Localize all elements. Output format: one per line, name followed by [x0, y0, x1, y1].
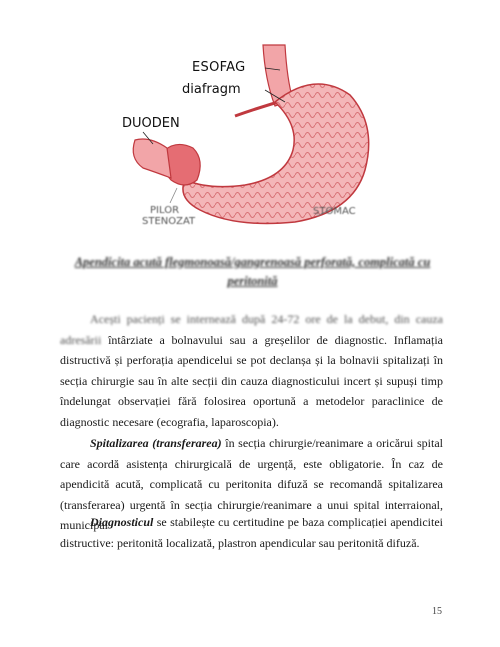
- diagnosis-lead: Diagnosticul: [90, 515, 154, 529]
- label-pilor: PILOR: [150, 205, 180, 216]
- paragraph-diagnosis: [60, 512, 443, 553]
- label-esofag: ESOFAG: [192, 60, 246, 75]
- label-duoden: DUODEN: [122, 116, 180, 131]
- duodenum-shape: [133, 139, 171, 178]
- section-heading: Apendicita acută flegmonoasă/gangrenoasă perforată, complicată cu peritonită: [74, 255, 431, 288]
- label-stomac: STOMAC: [313, 206, 356, 217]
- label-stenozat: STENOZAT: [142, 216, 196, 227]
- paragraph-admission: [60, 309, 443, 432]
- hospitalization-text: în secția chirurgie/reanimare a oricărui spital care acordă asistența chirurgicală de urgență, este obligatorie. În caz de apendicită acută, complicată cu peritonita difuză se recomandă spitalizarea (transferarea) urgentă în secția chirurgie/reanimare a unui spital interraional, municipal: [60, 436, 443, 532]
- page-number: 15: [432, 606, 442, 617]
- label-diafragm: diafragm: [182, 82, 241, 97]
- paragraph-admission-text: întârziate a bolnavului sau a greșelilor de diagnostic. Inflamația distructivă și perforația apendicelui se pot declanșa și la bolnavii spitalizați în secția chirurgie sau în alte secții din cauza diagnosticului incert și supuși timp îndelungat observației fără folosirea oportună a metodelor paraclinice de diagnostic necesare (ecografia, laparoscopia).: [60, 332, 444, 429]
- paragraph-admission-blurred: Acești pacienți se internează după 24-72 ore de la debut, din cauza adresării: [60, 312, 443, 347]
- hospitalization-lead: Spitalizarea (transferarea): [90, 436, 222, 450]
- diagnosis-text: se stabilește cu certitudine pe baza complicației apendicitei distructive: peritonită localizată, plastron apendicular sau peritonită difuză.: [60, 515, 443, 550]
